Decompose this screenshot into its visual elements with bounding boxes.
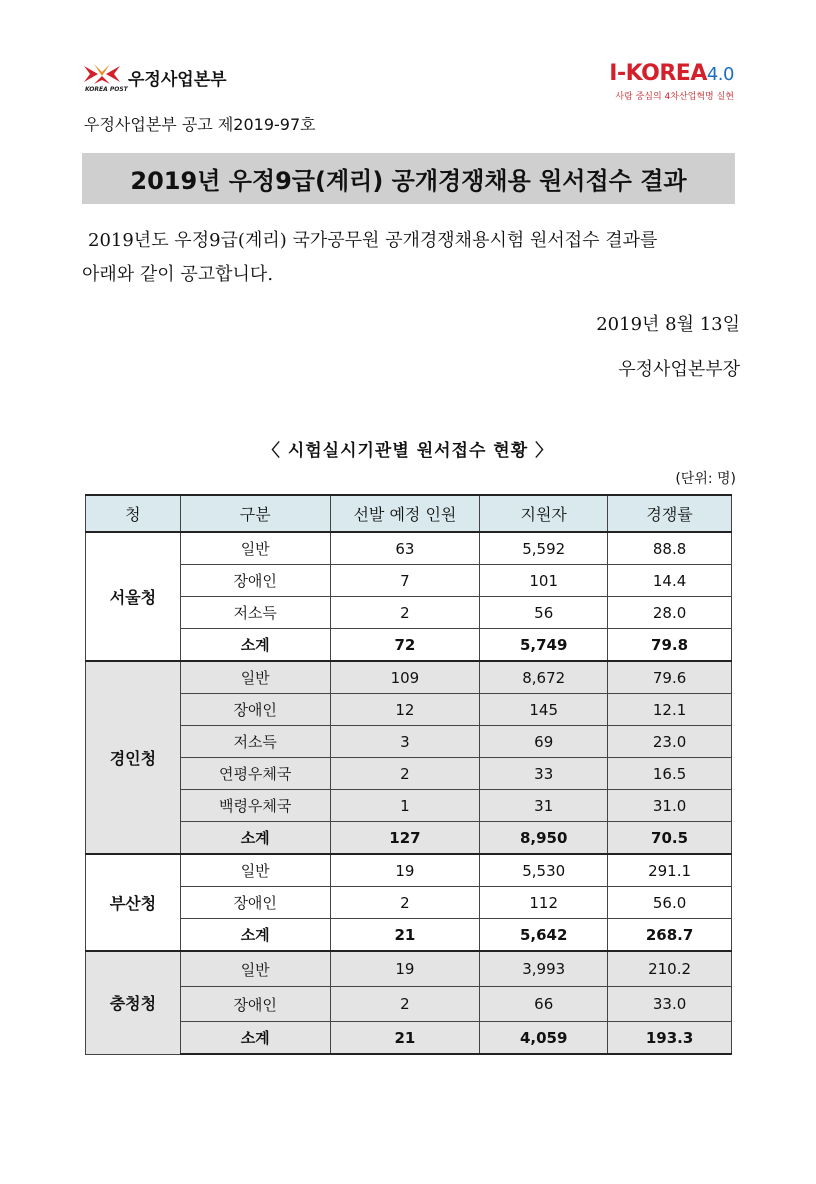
applicants-cell: 31 (480, 790, 608, 822)
body-line-1: 2019년도 우정9급(계리) 국가공무원 공개경쟁채용시험 원서접수 결과를 (88, 230, 658, 251)
planned-cell: 63 (330, 532, 480, 565)
ratio-cell: 291.1 (608, 854, 732, 887)
subtotal-row (86, 629, 732, 662)
table-row (86, 987, 732, 1022)
applicants-cell: 8,672 (480, 661, 608, 694)
planned-cell: 2 (330, 887, 480, 919)
signer: 우정사업본부장 (618, 359, 740, 380)
office-name: 부산청 (86, 854, 181, 951)
applicants-cell: 33 (480, 758, 608, 790)
header-ratio: 경쟁률 (608, 495, 732, 532)
planned-cell: 21 (330, 1022, 480, 1055)
applicants-cell: 66 (480, 987, 608, 1022)
category-cell: 일반 (180, 532, 330, 565)
category-cell: 연평우체국 (180, 758, 330, 790)
applicants-cell: 145 (480, 694, 608, 726)
planned-cell: 19 (330, 951, 480, 987)
notice-number: 우정사업본부 공고 제2019-97호 (84, 115, 316, 134)
planned-cell: 2 (330, 987, 480, 1022)
ratio-cell: 23.0 (608, 726, 732, 758)
table-row (86, 790, 732, 822)
table-row (86, 726, 732, 758)
table-row (86, 854, 732, 887)
brand-tagline: 사람 중심의 4차산업혁명 실현 (615, 92, 734, 102)
ratio-cell: 14.4 (608, 565, 732, 597)
header-applicants: 지원자 (480, 495, 608, 532)
applicants-cell: 5,642 (480, 919, 608, 952)
applicants-cell: 5,530 (480, 854, 608, 887)
korea-post-logo (82, 62, 227, 92)
applicants-cell: 3,993 (480, 951, 608, 987)
table-row (86, 887, 732, 919)
office-group (86, 661, 732, 854)
table-unit: (단위: 명) (675, 471, 736, 487)
category-cell: 소계 (180, 822, 330, 855)
header-category: 구분 (180, 495, 330, 532)
category-cell: 일반 (180, 951, 330, 987)
planned-cell: 19 (330, 854, 480, 887)
category-cell: 소계 (180, 919, 330, 952)
planned-cell: 12 (330, 694, 480, 726)
applicants-cell: 5,749 (480, 629, 608, 662)
notice-date: 2019년 8월 13일 (596, 314, 740, 335)
applicants-cell: 101 (480, 565, 608, 597)
body-paragraph (82, 224, 742, 292)
org-logo-text: 우정사업본부 (128, 69, 227, 90)
ratio-cell: 12.1 (608, 694, 732, 726)
office-name: 충청청 (86, 951, 181, 1054)
subtotal-row (86, 919, 732, 952)
planned-cell: 2 (330, 758, 480, 790)
table-row (86, 694, 732, 726)
category-cell: 백령우체국 (180, 790, 330, 822)
office-name: 서울청 (86, 532, 181, 661)
ratio-cell: 28.0 (608, 597, 732, 629)
subtotal-row (86, 822, 732, 855)
office-group (86, 532, 732, 661)
table-title: 〈 시험실시기관별 원서접수 현황 〉 (262, 441, 554, 461)
ratio-cell: 210.2 (608, 951, 732, 987)
table-row (86, 661, 732, 694)
ratio-cell: 193.3 (608, 1022, 732, 1055)
table-row (86, 597, 732, 629)
i-korea-logo (609, 62, 734, 102)
ratio-cell: 79.6 (608, 661, 732, 694)
brand-version: 4.0 (706, 64, 734, 85)
brand-main: I-KOREA4.0 (609, 61, 734, 86)
applicants-cell: 8,950 (480, 822, 608, 855)
body-line-2: 아래와 같이 공고합니다. (82, 264, 274, 285)
ratio-cell: 56.0 (608, 887, 732, 919)
table-row (86, 951, 732, 987)
planned-cell: 127 (330, 822, 480, 855)
table-row (86, 565, 732, 597)
category-cell: 소계 (180, 1022, 330, 1055)
planned-cell: 1 (330, 790, 480, 822)
office-name: 경인청 (86, 661, 181, 854)
category-cell: 일반 (180, 854, 330, 887)
ratio-cell: 268.7 (608, 919, 732, 952)
header-office: 청 (86, 495, 181, 532)
category-cell: 장애인 (180, 694, 330, 726)
applicants-cell: 112 (480, 887, 608, 919)
ratio-cell: 88.8 (608, 532, 732, 565)
results-table (85, 494, 732, 1055)
planned-cell: 3 (330, 726, 480, 758)
ratio-cell: 33.0 (608, 987, 732, 1022)
category-cell: 장애인 (180, 887, 330, 919)
applicants-cell: 56 (480, 597, 608, 629)
planned-cell: 109 (330, 661, 480, 694)
category-cell: 장애인 (180, 987, 330, 1022)
ratio-cell: 79.8 (608, 629, 732, 662)
office-group (86, 854, 732, 951)
ratio-cell: 16.5 (608, 758, 732, 790)
applicants-cell: 5,592 (480, 532, 608, 565)
planned-cell: 7 (330, 565, 480, 597)
subtotal-row (86, 1022, 732, 1055)
korea-post-sub: KOREA POST (85, 86, 128, 93)
category-cell: 소계 (180, 629, 330, 662)
category-cell: 저소득 (180, 726, 330, 758)
applicants-cell: 4,059 (480, 1022, 608, 1055)
category-cell: 저소득 (180, 597, 330, 629)
office-group (86, 951, 732, 1054)
ratio-cell: 31.0 (608, 790, 732, 822)
table-row (86, 758, 732, 790)
planned-cell: 72 (330, 629, 480, 662)
korea-post-emblem-icon (82, 62, 128, 93)
header-planned: 선발 예정 인원 (330, 495, 480, 532)
ratio-cell: 70.5 (608, 822, 732, 855)
table-row (86, 532, 732, 565)
applicants-cell: 69 (480, 726, 608, 758)
planned-cell: 2 (330, 597, 480, 629)
planned-cell: 21 (330, 919, 480, 952)
category-cell: 일반 (180, 661, 330, 694)
category-cell: 장애인 (180, 565, 330, 597)
page-title: 2019년 우정9급(계리) 공개경쟁채용 원서접수 결과 (82, 153, 735, 204)
table-header-row (86, 495, 732, 532)
